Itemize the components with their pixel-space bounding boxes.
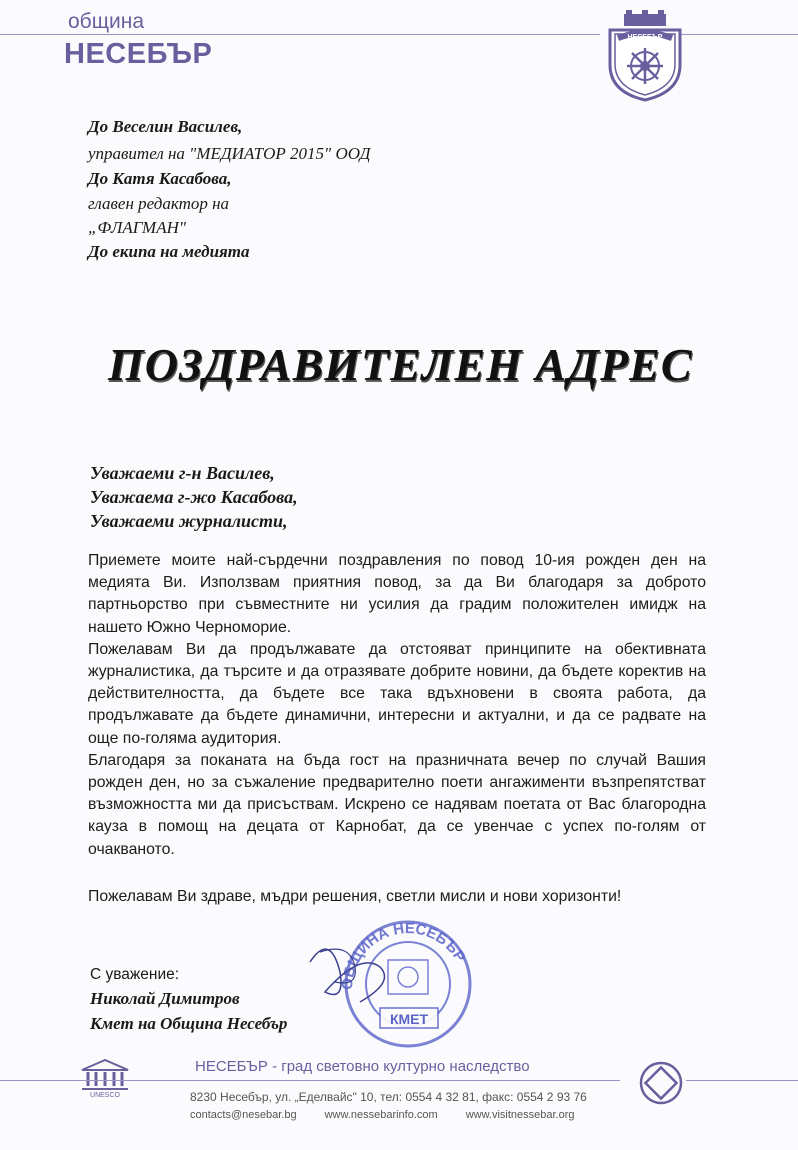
- website-link[interactable]: www.nessebarinfo.com: [324, 1109, 438, 1121]
- greeting-line: Уважаеми журналисти,: [90, 511, 288, 531]
- header-divider-right: [680, 34, 798, 35]
- stamp-label: КМЕТ: [389, 1011, 429, 1027]
- official-stamp-icon: [300, 912, 500, 1052]
- crest-text: НЕСЕБЪР: [627, 34, 663, 41]
- recipient-line: управител на "МЕДИАТОР 2015" ООД: [88, 144, 371, 163]
- footer-divider: [0, 1080, 620, 1081]
- recipient-line: До Веселин Василев,: [88, 117, 243, 136]
- recipient-line: До Катя Касабова,: [88, 169, 232, 188]
- unesco-logo-icon: [78, 1058, 132, 1098]
- stamp-ring-text: ОБЩИНА НЕСЕБЪР: [338, 920, 469, 991]
- recipient-line: „ФЛАГМАН": [88, 218, 187, 237]
- world-heritage-emblem-icon: [638, 1060, 684, 1106]
- signatory-name: Николай Димитров: [90, 989, 240, 1008]
- body-paragraph: Благодаря за поканата на бъда гост на празничната вечер по случай Вашия рожден ден, но за съжаление предварително поети ангажименти възпрепятстват възможността ми да присъствам. Искрено се надявам поетата от Вас благородна кауза в помощ на децата от Карнобат, да се увенчае с успех по-голям от очакваното.: [88, 751, 706, 858]
- closing-wish: Пожелавам Ви здраве, мъдри решения, светли мисли и нови хоризонти!: [88, 888, 622, 905]
- website-link[interactable]: www.visitnessebar.org: [465, 1109, 575, 1121]
- footer-divider-right: [686, 1080, 798, 1081]
- crest-icon: [600, 10, 690, 102]
- email-link[interactable]: contacts@nesebar.bg: [190, 1109, 297, 1121]
- regards-label: С уважение:: [90, 966, 180, 983]
- recipient-line: главен редактор на: [88, 194, 230, 213]
- body-paragraph: Пожелавам Ви да продължавате да отстояват принципите на обективната журналистика, да търсите и да отразявате добрите новини, да бъдете коректив на действителността, да бъдете все така вдъхновени в своята работа, да продължавате да бъдете динамични, интересни и актуални, и да се радвате на още по-голяма аудитория.: [88, 640, 706, 747]
- footer-contacts: [190, 1109, 590, 1121]
- document-title: ПОЗДРАВИТЕЛЕН АДРЕС: [108, 339, 693, 390]
- signatory-position: Кмет на Община Несебър: [90, 1014, 288, 1033]
- footer-address: 8230 Несебър, ул. „Еделвайс" 10, тел: 0554 4 32 81, факс: 0554 2 93 76: [190, 1090, 587, 1104]
- greeting-line: Уважаема г-жо Касабова,: [90, 487, 298, 507]
- body-paragraph: Приемете моите най-сърдечни поздравления по повод 10-ия рожден ден на медията Ви. Използвам приятния повод, за да Ви благодаря за доброто партньорство при съвместните ни усилия да градим положителен имидж на нашето Южно Черноморие.: [88, 552, 706, 636]
- recipient-line: До екипа на медията: [88, 242, 250, 261]
- letter-body: [88, 550, 706, 861]
- header-divider: [0, 34, 600, 35]
- unesco-label: UNESCO: [90, 1092, 120, 1098]
- footer-slogan: НЕСЕБЪР - град световно културно наследство: [195, 1058, 530, 1075]
- municipality-label: община: [68, 10, 144, 33]
- municipality-name: НЕСЕБЪР: [64, 38, 213, 70]
- greeting-line: Уважаеми г-н Василев,: [90, 463, 275, 483]
